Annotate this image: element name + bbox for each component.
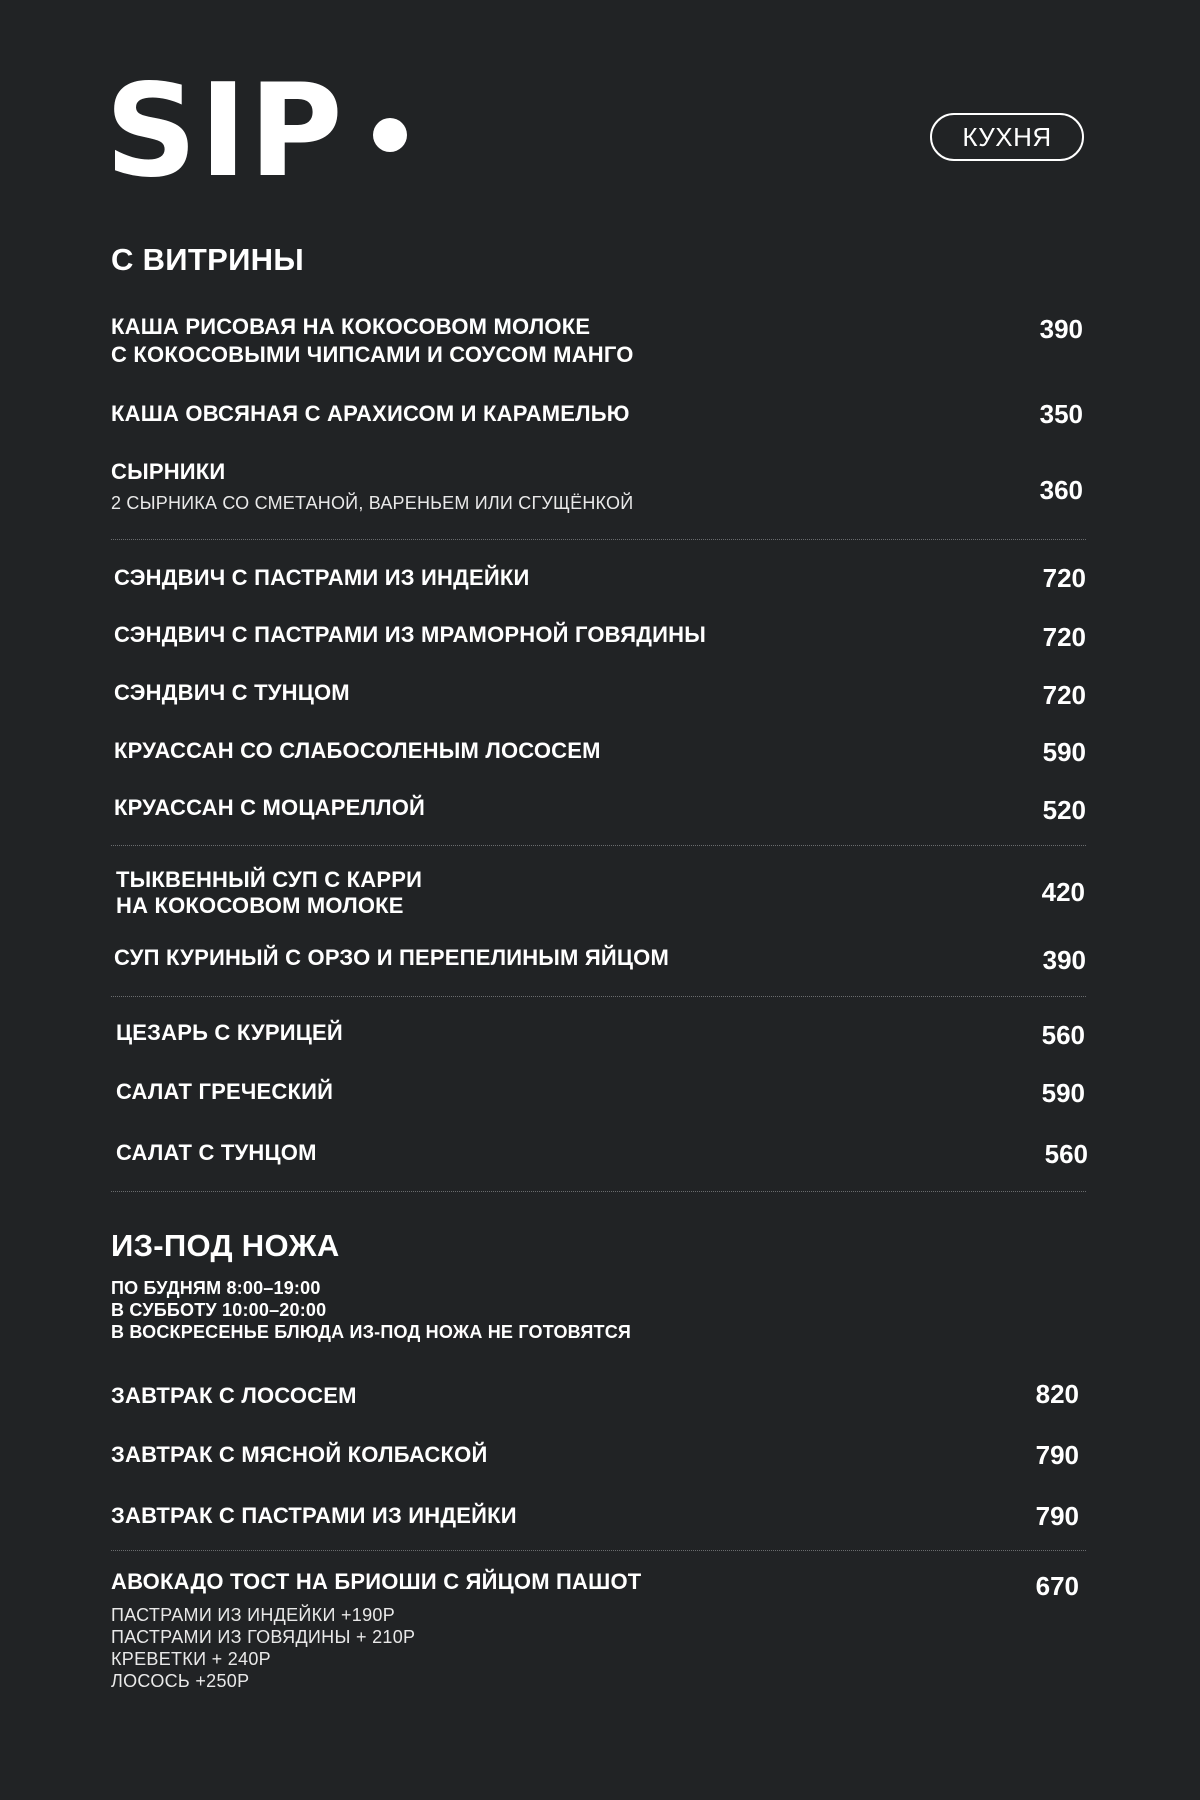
menu-item bbox=[116, 1019, 1088, 1050]
item-name: КАША РИСОВАЯ НА КОКОСОВОМ МОЛОКЕ С КОКОСОВЫМИ ЧИПСАМИ И СОУСОМ МАНГО bbox=[111, 314, 634, 367]
item-price: 720 bbox=[1042, 680, 1086, 710]
menu-item bbox=[111, 1379, 1079, 1410]
item-name: САЛАТ С ТУНЦОМ bbox=[116, 1140, 317, 1165]
section-title-knife: ИЗ-ПОД НОЖА bbox=[111, 1228, 340, 1263]
menu-item bbox=[111, 1502, 1079, 1530]
menu-item bbox=[114, 794, 1086, 825]
opening-hours-note bbox=[111, 1277, 631, 1343]
item-price: 720 bbox=[1042, 622, 1086, 652]
addon-line: ЛОСОСЬ +250Р bbox=[111, 1671, 250, 1691]
item-price: 420 bbox=[1041, 877, 1085, 907]
item-name: СЫРНИКИ bbox=[111, 459, 226, 484]
note-line: В ВОСКРЕСЕНЬЕ БЛЮДА ИЗ-ПОД НОЖА НЕ ГОТОВЯТСЯ bbox=[111, 1322, 632, 1342]
item-price: 820 bbox=[1035, 1379, 1079, 1409]
divider bbox=[111, 996, 1086, 997]
note-line: В СУББОТУ 10:00–20:00 bbox=[111, 1300, 327, 1320]
item-name: СЭНДВИЧ С ПАСТРАМИ ИЗ ИНДЕЙКИ bbox=[114, 565, 530, 590]
item-price: 390 bbox=[1042, 945, 1086, 975]
item-price: 350 bbox=[1039, 399, 1083, 429]
logo-dot-icon bbox=[373, 118, 407, 152]
menu-item bbox=[111, 313, 1083, 369]
menu-item bbox=[116, 867, 1088, 919]
divider bbox=[111, 1550, 1086, 1551]
item-price: 670 bbox=[1035, 1571, 1079, 1601]
item-price: 560 bbox=[1041, 1020, 1085, 1050]
menu-item bbox=[116, 1139, 1088, 1167]
addon-line: КРЕВЕТКИ + 240Р bbox=[111, 1649, 271, 1669]
item-name: ЗАВТРАК С ПАСТРАМИ ИЗ ИНДЕЙКИ bbox=[111, 1503, 517, 1528]
item-name: ЗАВТРАК С МЯСНОЙ КОЛБАСКОЙ bbox=[111, 1442, 488, 1467]
menu-page bbox=[105, 0, 1088, 1800]
menu-item bbox=[111, 458, 1083, 514]
item-name: САЛАТ ГРЕЧЕСКИЙ bbox=[116, 1079, 334, 1104]
item-name: ЗАВТРАК С ЛОСОСЕМ bbox=[111, 1383, 357, 1408]
item-price: 790 bbox=[1035, 1501, 1079, 1531]
item-name: КРУАССАН С МОЦАРЕЛЛОЙ bbox=[114, 795, 426, 820]
item-name: СЭНДВИЧ С ПАСТРАМИ ИЗ МРАМОРНОЙ ГОВЯДИНЫ bbox=[114, 622, 706, 647]
addons-list bbox=[111, 1604, 1079, 1692]
item-price: 520 bbox=[1042, 795, 1086, 825]
menu-item bbox=[114, 564, 1086, 592]
item-price: 360 bbox=[1039, 475, 1083, 505]
divider bbox=[111, 1191, 1086, 1192]
logo bbox=[105, 57, 407, 206]
menu-item bbox=[114, 944, 1086, 975]
item-price: 720 bbox=[1042, 563, 1086, 593]
addon-line: ПАСТРАМИ ИЗ ИНДЕЙКИ +190Р bbox=[111, 1605, 396, 1625]
item-name: АВОКАДО ТОСТ НА БРИОШИ С ЯЙЦОМ ПАШОТ bbox=[111, 1569, 642, 1594]
menu-item bbox=[116, 1078, 1088, 1106]
kitchen-badge: КУХНЯ bbox=[930, 113, 1084, 161]
divider bbox=[111, 539, 1086, 540]
item-name: КРУАССАН СО СЛАБОСОЛЕНЫМ ЛОСОСЕМ bbox=[114, 738, 601, 763]
menu-item bbox=[111, 400, 1083, 428]
menu-item bbox=[114, 679, 1086, 710]
item-name: КАША ОВСЯНАЯ С АРАХИСОМ И КАРАМЕЛЬЮ bbox=[111, 401, 630, 426]
item-price: 590 bbox=[1042, 737, 1086, 767]
menu-item bbox=[111, 1568, 1079, 1692]
item-price: 590 bbox=[1041, 1078, 1085, 1108]
addon-line: ПАСТРАМИ ИЗ ГОВЯДИНЫ + 210Р bbox=[111, 1627, 416, 1647]
menu-item bbox=[114, 737, 1086, 765]
item-price: 390 bbox=[1039, 314, 1083, 344]
item-name: ТЫКВЕННЫЙ СУП С КАРРИ НА КОКОСОВОМ МОЛОКЕ bbox=[116, 867, 423, 918]
divider bbox=[111, 845, 1086, 846]
item-description: 2 СЫРНИКА СО СМЕТАНОЙ, ВАРЕНЬЕМ ИЛИ СГУЩЁНКОЙ bbox=[111, 493, 634, 513]
menu-item bbox=[111, 1441, 1079, 1469]
menu-item bbox=[114, 621, 1086, 652]
section-title-vitrina: С ВИТРИНЫ bbox=[111, 242, 304, 277]
item-name: СЭНДВИЧ С ТУНЦОМ bbox=[114, 680, 350, 705]
item-price: 560 bbox=[1044, 1139, 1088, 1169]
item-name: ЦЕЗАРЬ С КУРИЦЕЙ bbox=[116, 1020, 343, 1045]
item-name: СУП КУРИНЫЙ С ОРЗО И ПЕРЕПЕЛИНЫМ ЯЙЦОМ bbox=[114, 945, 670, 970]
note-line: ПО БУДНЯМ 8:00–19:00 bbox=[111, 1278, 321, 1298]
logo-text: SIP bbox=[105, 57, 345, 206]
item-price: 790 bbox=[1035, 1440, 1079, 1470]
